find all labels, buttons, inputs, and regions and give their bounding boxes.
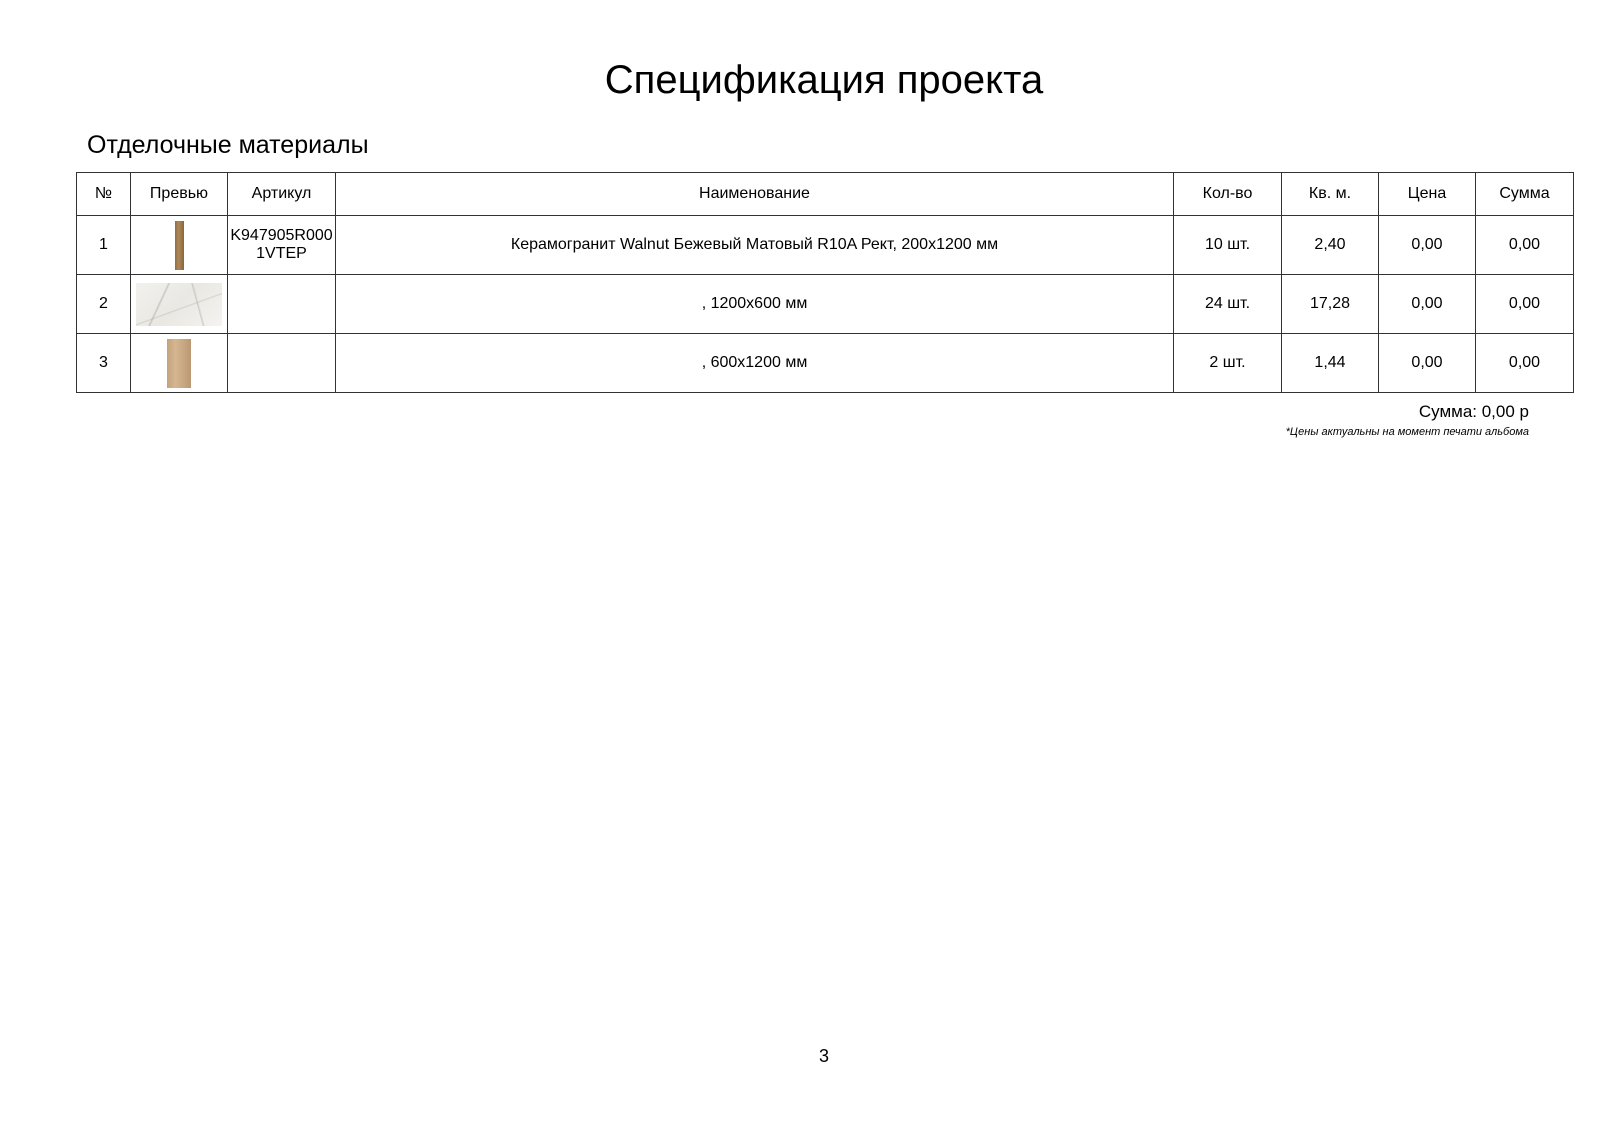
sum-cell: 0,00 — [1476, 216, 1574, 275]
column-header-sum: Сумма — [1476, 173, 1574, 216]
price-cell: 0,00 — [1379, 275, 1476, 334]
price-cell: 0,00 — [1379, 216, 1476, 275]
name-cell: , 600x1200 мм — [336, 334, 1174, 393]
page-title: Спецификация проекта — [604, 58, 1044, 102]
preview-cell — [131, 334, 228, 393]
white-marble-tile-thumbnail — [136, 283, 222, 326]
table-row — [77, 334, 1574, 393]
column-header-preview: Превью — [131, 173, 228, 216]
quantity-cell: 2 шт. — [1174, 334, 1282, 393]
page-number: 3 — [818, 1046, 829, 1066]
preview-cell — [131, 275, 228, 334]
preview-cell — [131, 216, 228, 275]
row-number: 2 — [77, 275, 131, 334]
wood-plank-tile-thumbnail — [175, 221, 184, 270]
table-row — [77, 275, 1574, 334]
table-header-row — [77, 173, 1574, 216]
column-header-price: Цена — [1379, 173, 1476, 216]
article-cell: K947905R0001VTEP — [228, 216, 336, 275]
column-header-quantity: Кол-во — [1174, 173, 1282, 216]
quantity-cell: 10 шт. — [1174, 216, 1282, 275]
total-sum: Сумма: 0,00 р — [1418, 402, 1529, 421]
table-row — [77, 216, 1574, 275]
name-cell: Керамогранит Walnut Бежевый Матовый R10A Рект, 200x1200 мм — [336, 216, 1174, 275]
name-cell: , 1200x600 мм — [336, 275, 1174, 334]
price-disclaimer-note: *Цены актуальны на момент печати альбома — [1285, 426, 1529, 438]
article-cell — [228, 334, 336, 393]
column-header-area: Кв. м. — [1282, 173, 1379, 216]
row-number: 1 — [77, 216, 131, 275]
area-cell: 17,28 — [1282, 275, 1379, 334]
sum-cell: 0,00 — [1476, 334, 1574, 393]
area-cell: 2,40 — [1282, 216, 1379, 275]
section-title: Отделочные материалы — [87, 131, 369, 159]
specification-table — [76, 172, 1574, 393]
quantity-cell: 24 шт. — [1174, 275, 1282, 334]
price-cell: 0,00 — [1379, 334, 1476, 393]
sum-cell: 0,00 — [1476, 275, 1574, 334]
row-number: 3 — [77, 334, 131, 393]
column-header-number: № — [77, 173, 131, 216]
column-header-article: Артикул — [228, 173, 336, 216]
article-cell — [228, 275, 336, 334]
column-header-name: Наименование — [336, 173, 1174, 216]
area-cell: 1,44 — [1282, 334, 1379, 393]
light-wood-tile-thumbnail — [167, 339, 191, 388]
